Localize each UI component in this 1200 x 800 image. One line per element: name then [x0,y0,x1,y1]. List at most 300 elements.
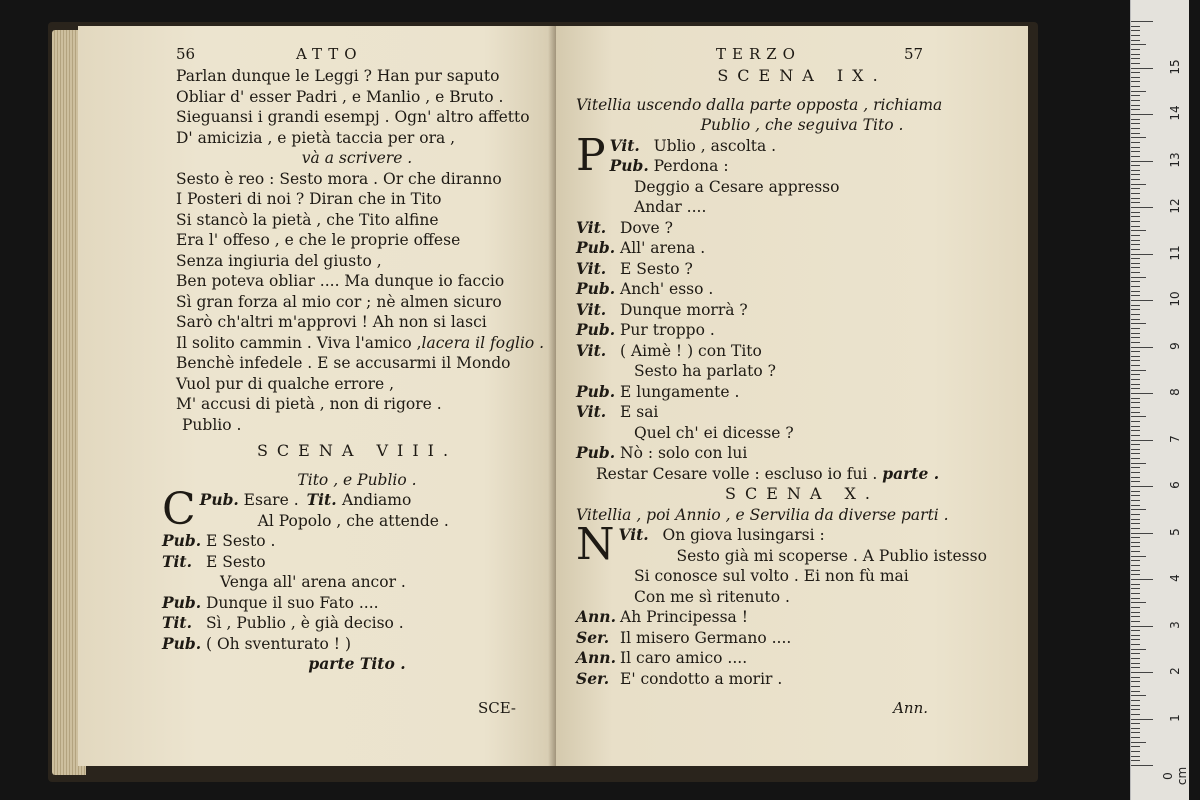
verse-line: D' amicizia , e pietà taccia per ora , [176,128,456,147]
ruler-label: 5 [1168,527,1182,536]
speaker-label: Tit. [162,551,192,571]
ruler-tick [1131,114,1153,115]
dialogue-line [162,593,538,614]
ruler-tick [1131,137,1146,138]
ruler-tick [1131,123,1140,124]
dialogue-line [576,402,1028,423]
ruler-tick [1131,54,1140,55]
speaker-label: Tit. [306,490,342,509]
ruler-tick [1131,746,1140,747]
ruler-tick [1131,142,1140,143]
ruler-tick [1131,398,1140,399]
ruler-tick [1131,486,1153,487]
speaker-label: Pub. [576,320,616,339]
ruler-tick [1131,621,1140,622]
ruler-tick [1131,370,1146,371]
ruler-tick [1131,165,1140,166]
ruler-tick [1131,49,1140,50]
ruler-tick [1131,560,1140,561]
ruler-tick [1131,161,1153,162]
ruler-tick [1131,509,1146,510]
ruler-tick [1131,742,1146,743]
dialogue-text: Deggio a Cesare appresso [634,177,840,196]
speaker-label: Pub. [162,633,202,653]
ruler-tick [1131,416,1146,417]
ruler-tick [1131,226,1140,227]
ruler-tick [1131,593,1140,594]
ruler-tick [1131,21,1153,22]
verse-line: Parlan dunque le Leggi ? Han pur saputo [176,67,500,85]
ruler-tick [1131,379,1140,380]
ruler-label: 3 [1168,620,1182,629]
speaker-label: Pub. [576,238,616,257]
ruler-tick [1131,663,1140,664]
ruler-tick [1131,639,1140,640]
verse-line: Ben poteva obliar .... Ma dunque io faccio [176,272,505,290]
ruler-tick [1131,677,1140,678]
ruler-label: 13 [1168,151,1182,168]
dialogue-line [576,279,1028,300]
ruler-tick [1131,588,1140,589]
ruler-tick [1131,709,1140,710]
ruler-tick [1131,579,1153,580]
ruler-tick [1131,337,1140,338]
ruler-tick [1131,44,1146,45]
speaker-label: Vit. [576,217,607,237]
ruler-tick [1131,291,1140,292]
dialogue-line [576,341,1028,362]
ruler-tick [1131,95,1140,96]
drop-cap: N [576,519,615,570]
ruler-tick [1131,351,1140,352]
ruler-tick [1131,40,1140,41]
ruler-tick [1131,77,1140,78]
ruler-tick [1131,30,1140,31]
ruler-tick [1131,658,1140,659]
ruler-tick [1131,523,1140,524]
ruler-tick [1131,249,1140,250]
ruler-tick [1131,119,1140,120]
dialogue-line [162,511,538,532]
dialogue-text: Sì , Publio , è già deciso . [206,614,404,632]
ruler-tick [1131,444,1140,445]
verse-line: Si stancò la pietà , che Tito alfine [176,210,439,229]
ruler-tick [1131,100,1140,101]
dialogue-text: Ah Principessa ! [620,608,748,626]
ruler-tick [1131,68,1153,69]
ruler-tick [1131,35,1140,36]
ruler-label: 8 [1168,388,1182,396]
ruler-tick [1131,616,1140,617]
ruler-tick [1131,193,1140,194]
ruler-tick [1131,216,1140,217]
ruler-label: 1 [1168,713,1182,722]
ruler-tick [1131,691,1140,692]
right-dialogue-c [576,519,1028,570]
ruler-label: 6 [1168,481,1182,489]
line-text: Il solito cammin . Viva l'amico , [176,333,422,352]
drop-cap: C [162,484,196,535]
ruler-tick [1131,491,1140,492]
dialogue-text: Venga all' arena ancor . [220,573,406,591]
ruler-tick [1131,184,1146,185]
right-running-head-word: TERZO [716,45,801,63]
speaker-label: Vit. [576,299,607,319]
ruler-tick [1131,198,1140,199]
ruler-tick [1131,667,1140,668]
ruler-tick [1131,602,1146,603]
dialogue-line [576,218,1028,239]
dialogue-text: Quel ch' ei dicesse ? [634,423,794,442]
dialogue-text: Dunque morrà ? [620,300,748,319]
ruler-tick [1131,630,1140,631]
speaker-label: Pub. [162,531,202,550]
ruler-tick [1131,519,1140,520]
right-dialogue-a [576,129,1028,181]
verse-line: Sarò ch'altri m'approvi ! Ah non si lasci [176,313,487,331]
ruler-label: 10 [1168,291,1182,307]
ruler-tick [1131,356,1140,357]
ruler-tick [1131,686,1140,687]
ruler-tick [1131,607,1140,608]
dialogue-line [576,628,1028,649]
ruler-tick [1131,86,1140,87]
ruler-tick [1131,156,1140,157]
ruler-tick [1131,700,1140,701]
ruler-tick [1131,342,1140,343]
ruler-tick [1131,751,1140,752]
dialogue-text: ( Oh sventurato ! ) [206,634,352,653]
ruler-tick [1131,295,1140,296]
ruler-tick [1131,542,1140,543]
exclusion-direction: parte . [882,463,940,483]
left-page [78,26,556,766]
ruler-tick [1131,732,1140,733]
ruler-tick [1131,505,1140,506]
verse-line: Era l' offeso , e che le proprie offese [176,231,461,249]
speaker-label: Ann. [576,648,616,667]
dialogue-text: Dunque il suo Fato .... [206,593,379,612]
ruler-tick [1131,672,1153,673]
ruler-tick [1131,430,1140,431]
dialogue-line [576,197,1028,218]
ruler-tick [1131,695,1146,696]
ruler-tick [1131,472,1140,473]
dialogue-text: E' condotto a morir . [620,669,783,688]
ruler-tick [1131,626,1153,627]
ruler-label: 14 [1168,105,1182,121]
dialogue-line [576,443,1028,464]
left-top-lines [176,66,538,148]
ruler-tick [1131,467,1140,468]
ruler-tick [1131,272,1140,273]
right-catchword: Ann. [893,698,928,717]
verse-line: Sieguansi i grandi esempj . Ogn' altro affetto [176,108,530,126]
exclusion-line [576,464,1028,485]
verse-line: M' accusi di pietà , non di rigore . [176,395,442,413]
ruler-tick [1131,765,1153,766]
ruler-tick [1131,333,1140,334]
exit-direction: parte Tito . [308,654,406,673]
ruler-tick [1131,286,1140,287]
ruler-tick [1131,365,1140,366]
left-end-lines [176,353,538,415]
dialogue-text: Il misero Germano .... [620,628,792,647]
ruler-tick [1131,188,1140,189]
ruler-tick [1131,584,1140,585]
ruler-tick [1131,309,1140,310]
ruler-tick [1131,151,1140,152]
left-page-number: 56 [176,45,196,63]
ruler-tick [1131,565,1140,566]
ruler-tick [1131,105,1140,106]
dialogue-text: Ublio , ascolta . [653,136,777,155]
ruler-tick [1131,174,1140,175]
drop-cap: P [576,129,606,181]
ruler-tick [1131,133,1140,134]
ruler-tick [1131,347,1153,348]
dialogue-text: Con me sì ritenuto . [634,587,790,606]
dialogue-text: E lungamente . [620,382,740,401]
dialogue-line [576,382,1028,403]
ruler-tick [1131,412,1140,413]
ruler-tick [1131,258,1140,259]
speaker-label: Pub. [199,490,239,509]
verse-line: Sesto è reo : Sesto mora . Or che diranno [176,169,502,188]
speaker-label: Pub. [609,156,649,175]
ruler-tick [1131,458,1140,459]
ruler-tick [1131,500,1140,501]
ruler-tick [1131,314,1140,315]
right-dialogue-b [576,177,1028,464]
ruler-tick [1131,440,1153,441]
dialogue-line [576,156,1028,177]
exclusion-text: Restar Cesare volle : escluso io fui . [596,464,878,483]
ruler-label: 2 [1168,667,1182,675]
ruler-tick [1131,570,1140,571]
ruler-tick [1131,546,1140,547]
right-dialogue-d [576,566,1028,689]
right-running-head [576,44,1028,66]
ruler-tick [1131,756,1140,757]
verse-line: Obliar d' esser Padri , e Manlio , e Bruto . [176,87,504,106]
ruler-label: 11 [1168,244,1182,261]
dialogue-line [576,320,1028,341]
speaker-label: Tit. [162,613,192,632]
dialogue-text: E Sesto ? [620,259,693,278]
ruler-tick [1131,212,1140,213]
left-body-lines [176,169,538,333]
dialogue-line [576,607,1028,628]
dialogue-text: E sai [620,403,659,421]
ruler-tick [1131,328,1140,329]
dialogue-text: Dove ? [620,218,673,237]
ruler-label: 9 [1168,341,1182,350]
speaker-label: Pub. [576,381,616,401]
scene-cast-x: Vitellia , poi Annio , e Servilia da diverse parti . [576,505,949,524]
dialogue-line [576,587,1028,608]
speaker-label: Ser. [576,627,610,647]
dialogue-text: Anch' esso . [620,280,714,298]
ruler-tick [1131,388,1140,389]
ruler-tick [1131,551,1140,552]
ruler-tick [1131,681,1140,682]
verse-line: Vuol pur di qualche errore , [176,374,395,393]
ruler-tick [1131,449,1140,450]
dialogue-text: Sesto ha parlato ? [634,362,776,380]
ruler-tick [1131,128,1140,129]
dialogue-line [162,552,538,573]
ruler-tick [1131,537,1140,538]
ruler-unit-label: 0 cm [1161,766,1189,786]
dialogue-line [576,238,1028,259]
ruler-tick [1131,58,1140,59]
left-dialogue [162,484,538,654]
dialogue-line [576,669,1028,690]
speaker-label: Vit. [618,525,649,544]
ruler-tick [1131,528,1140,529]
ruler-tick [1131,649,1146,650]
ruler-tick [1131,644,1140,645]
ruler-label: 12 [1168,198,1182,214]
ruler-tick [1131,281,1140,282]
left-running-head-word: ATTO [296,45,363,63]
ruler-tick [1131,26,1140,27]
ruler-tick [1131,81,1140,82]
ruler-tick [1131,267,1140,268]
ruler-tick [1131,263,1140,264]
ruler-tick [1131,72,1140,73]
ruler-tick [1131,705,1140,706]
dialogue-line [576,566,1028,587]
ruler-tick [1131,384,1140,385]
ruler-tick [1131,463,1146,464]
dialogue-line [576,259,1028,280]
dialogue-line [576,361,1028,382]
ruler-tick [1131,207,1153,208]
ruler-tick [1131,421,1140,422]
ruler-tick [1131,477,1140,478]
scene-heading-ix: SCENA IX. [717,66,887,85]
ruler-tick [1131,277,1146,278]
ruler-tick [1131,323,1146,324]
verse-line: I Posteri di noi ? Diran che in Tito [176,190,442,208]
speaker-label: Pub. [576,443,616,462]
verse-line: Sì gran forza al mio cor ; nè almen sicuro [176,292,502,311]
scene-intro-1: Vitellia uscendo dalla parte opposta , richiama [576,95,943,114]
dialogue-line [576,300,1028,321]
ruler-label: 4 [1168,574,1182,582]
left-catchword: SCE- [477,698,516,717]
dialogue-text: E Sesto . [206,532,276,550]
right-page-number: 57 [904,45,924,63]
left-running-head [176,44,538,66]
speaker-label: Vit. [576,402,607,421]
dialogue-line [576,546,1028,567]
ruler-tick [1131,435,1140,436]
measuring-ruler [1130,0,1189,800]
dialogue-text: Si conosce sul volto . Ei non fù mai [634,567,909,585]
ruler-tick [1131,719,1153,720]
ruler-tick [1131,300,1153,301]
dialogue-text: E Sesto [206,552,266,571]
speaker-label: Ser. [576,668,610,688]
ruler-tick [1131,202,1140,203]
italic-direction-line [176,333,545,354]
dialogue-line [162,572,538,593]
ruler-label: 15 [1168,58,1182,75]
ruler-tick [1131,374,1140,375]
ruler-tick [1131,598,1140,599]
dialogue-line [576,648,1028,669]
ruler-tick [1131,426,1140,427]
scene-intro-2: Publio , che seguiva Tito . [700,116,904,134]
ruler-tick [1131,574,1140,575]
ruler-tick [1131,556,1146,557]
ruler-tick [1131,481,1140,482]
ruler-tick [1131,407,1140,408]
ruler-tick [1131,533,1153,534]
dialogue-line [162,634,538,655]
dialogue-text: Al Popolo , che attende . [257,511,449,530]
ruler-tick [1131,714,1140,715]
ruler-tick [1131,221,1140,222]
ruler-tick [1131,319,1140,320]
dialogue-text: Sesto già mi scoperse . A Publio istesso [676,546,987,565]
ruler-tick [1131,402,1140,403]
scene-heading-x: SCENA X. [725,484,879,503]
dialogue-text: Andar .... [634,198,707,216]
dialogue-text: Nò : solo con lui [620,444,748,462]
dialogue-line [162,531,538,552]
ruler-tick [1131,653,1140,654]
ruler-tick [1131,230,1146,231]
ruler-tick [1131,728,1140,729]
dialogue-text: Perdona : [653,157,729,175]
speaker-label: Pub. [162,592,202,612]
dialogue-text: On giova lusingarsi : [662,526,825,544]
ruler-tick [1131,635,1140,636]
speaker-label: Vit. [576,340,607,360]
ruler-tick [1131,179,1140,180]
dialogue-line [576,423,1028,444]
dialogue-text: Il caro amico .... [620,649,748,667]
ruler-tick [1131,91,1146,92]
verse-line: Senza ingiuria del giusto , [176,251,382,270]
ruler-tick [1131,360,1140,361]
ruler-tick [1131,235,1140,236]
ruler-tick [1131,453,1140,454]
speaker-label: Vit. [576,258,607,278]
ruler-tick [1131,147,1140,148]
speaker-label: Pub. [576,279,616,298]
ruler-tick [1131,393,1153,394]
stage-direction: và a scrivere . [301,149,413,167]
dialogue-text: Pur troppo . [620,321,715,339]
italic-inline-direction: lacera il foglio . [421,333,545,352]
ruler-tick [1131,495,1140,496]
dialogue-text: All' arena . [620,239,706,257]
ruler-tick [1131,63,1140,64]
speaker-label: Ann. [576,607,616,626]
speaker-label: Vit. [609,135,640,155]
ruler-tick [1131,514,1140,515]
ruler-tick [1131,109,1140,110]
ruler-tick [1131,305,1140,306]
ruler-tick [1131,737,1140,738]
ruler-tick [1131,760,1140,761]
scene-heading-viii: SCENA VIII. [256,441,458,460]
